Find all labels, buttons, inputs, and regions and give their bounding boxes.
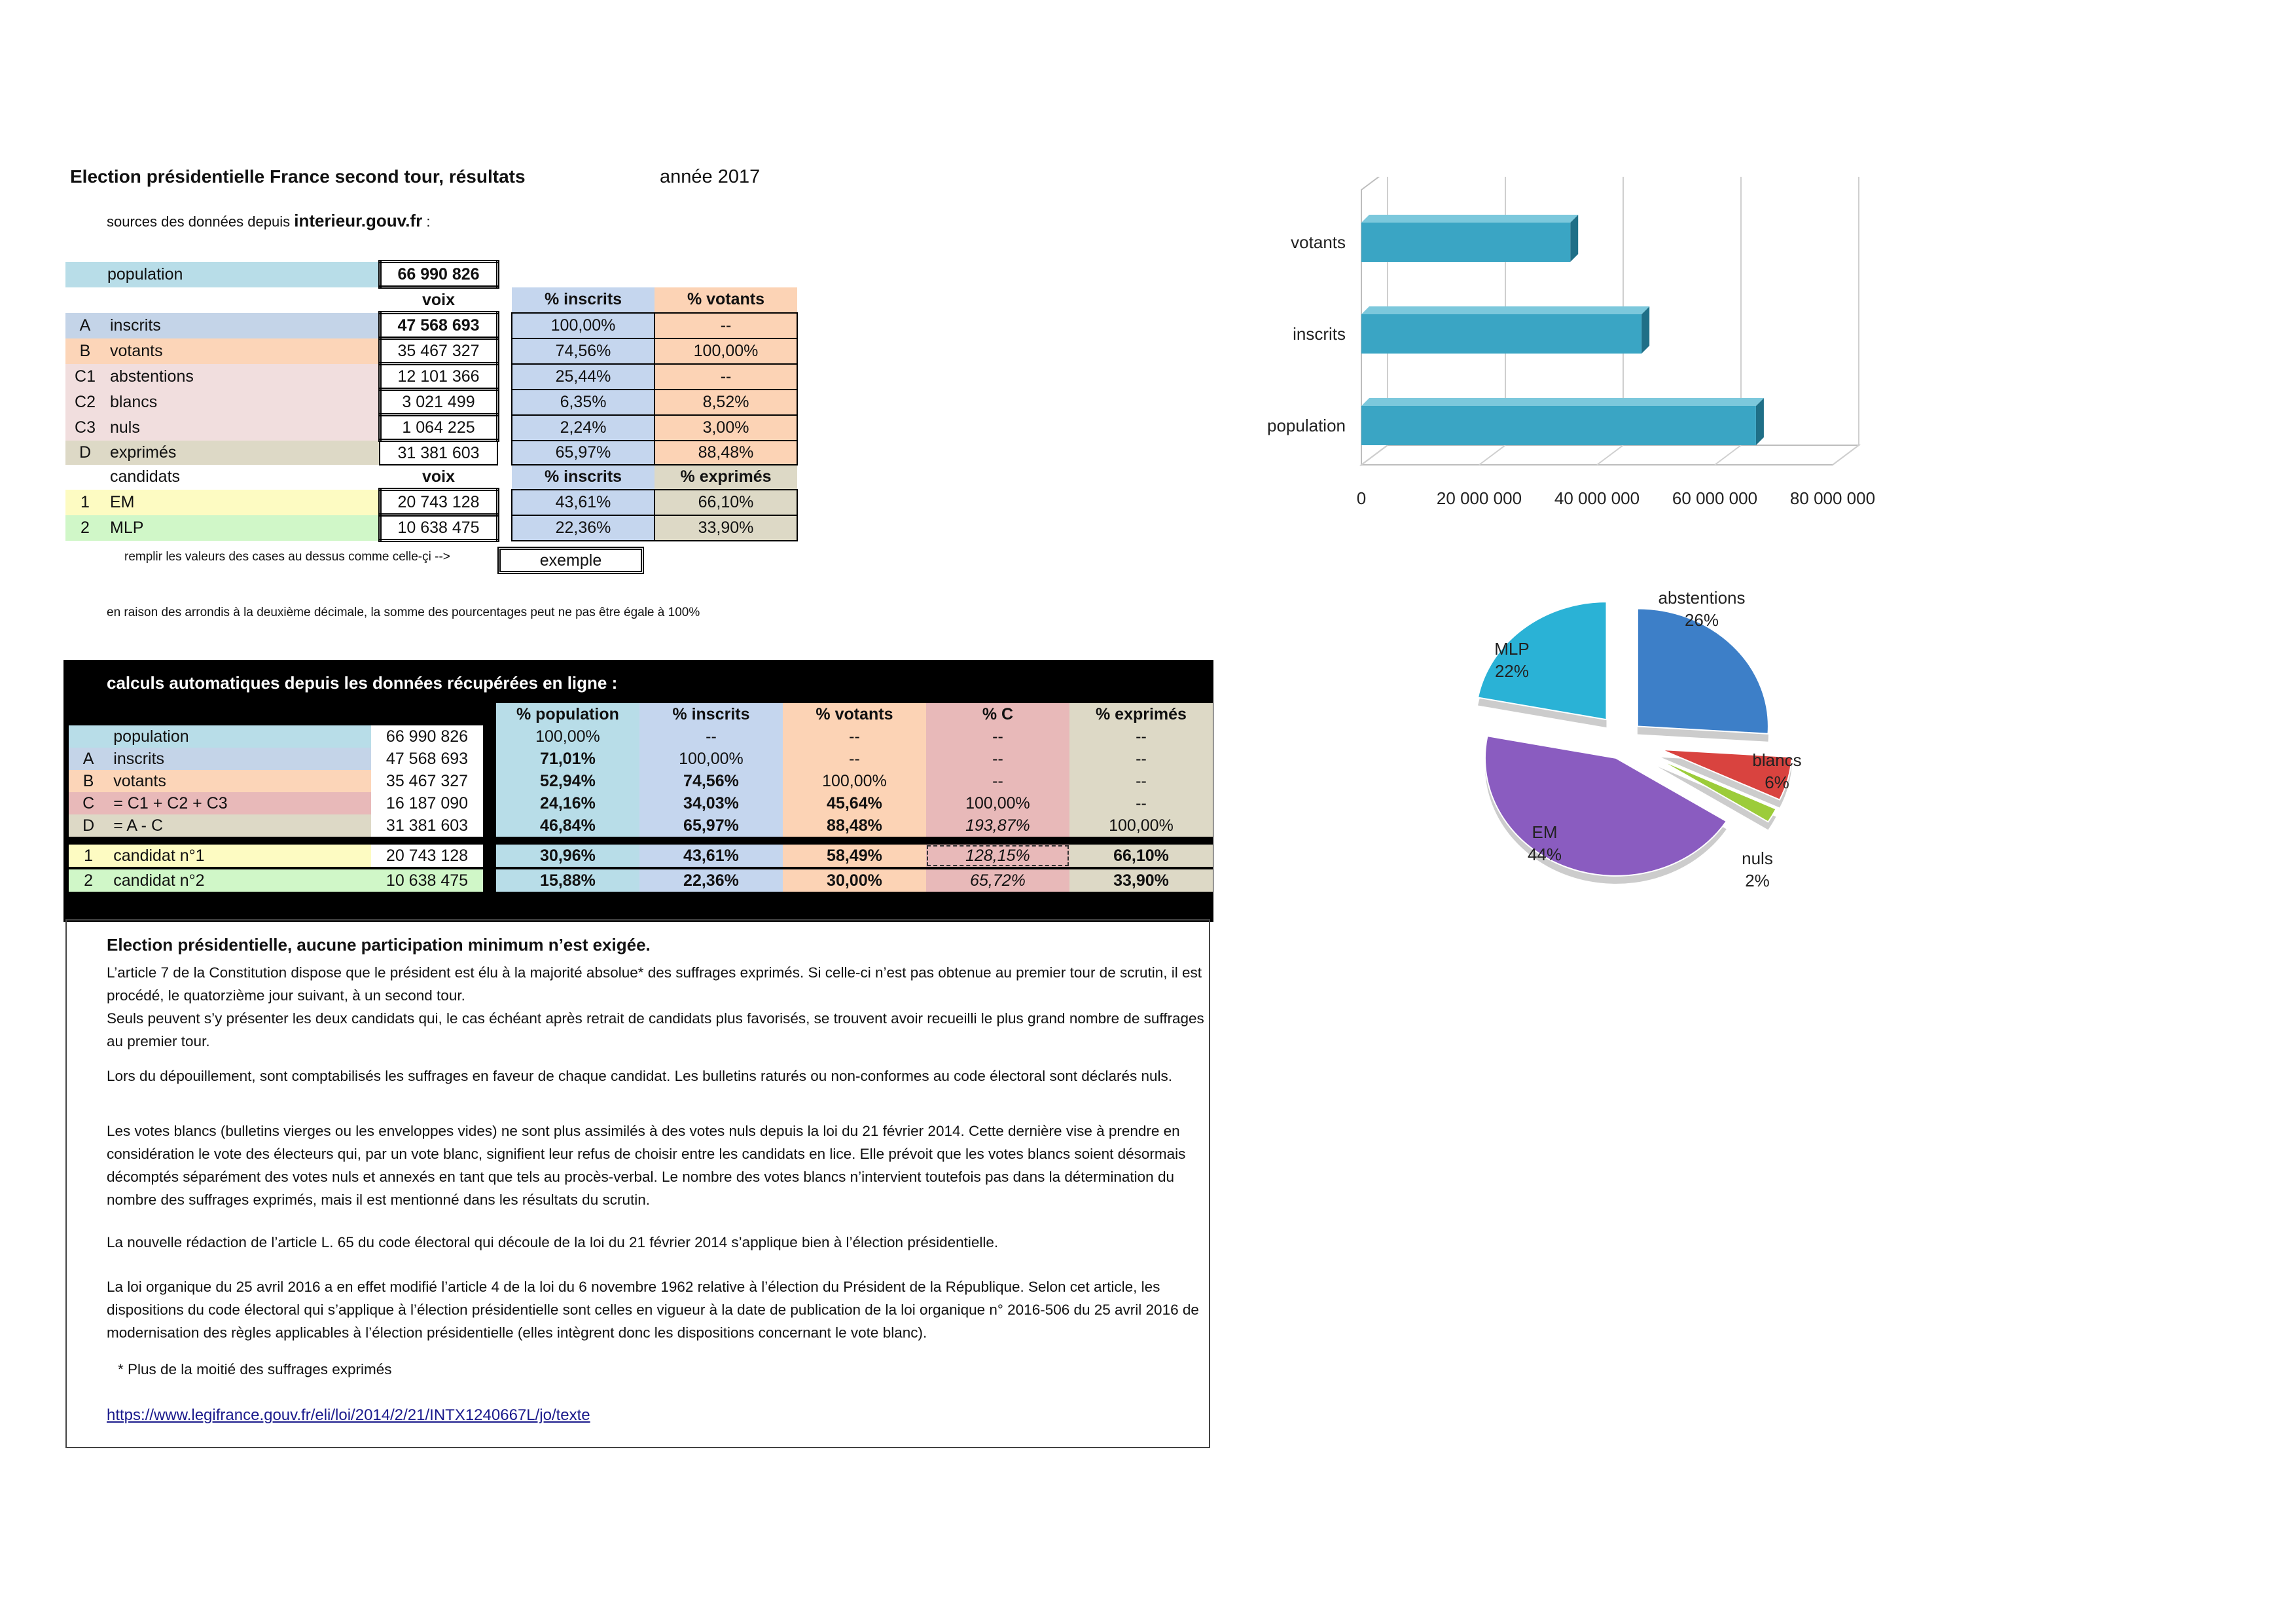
input-row xyxy=(65,390,797,415)
paragraph-3: Lors du dépouillement, sont comptabilisés les suffrages en faveur de chaque candidat. Les bulletins raturés ou non-conformes au code électoral sont déclarés nuls. xyxy=(107,1068,1173,1084)
pct-cell: 100,00% xyxy=(926,792,1069,814)
calc-header-row xyxy=(69,703,1213,725)
row-letter: C1 xyxy=(65,364,105,390)
pct-cell: -- xyxy=(655,313,797,338)
pct-cell: 100,00% xyxy=(655,338,797,364)
pct-cell: -- xyxy=(783,748,926,770)
sources-line xyxy=(107,211,430,231)
pct-cell: 24,16% xyxy=(496,792,639,814)
pct-cell: 74,56% xyxy=(512,338,655,364)
calc-candidate-row xyxy=(69,869,1213,892)
voix-cell: 20 743 128 xyxy=(371,845,483,867)
pct-cell: -- xyxy=(926,725,1069,748)
bar-grid-line xyxy=(1479,445,1505,465)
input-header-row xyxy=(65,287,797,313)
row-label: votants xyxy=(105,338,380,364)
voix-cell: 66 990 826 xyxy=(371,725,483,748)
row-label: nuls xyxy=(105,415,380,441)
candidate-num: 1 xyxy=(65,490,105,515)
pct-cell: 65,97% xyxy=(639,814,783,837)
page-title: Election présidentielle France second tour, résultats xyxy=(70,166,526,187)
candidate-num: 2 xyxy=(65,515,105,541)
x-tick-label: 40 000 000 xyxy=(1554,488,1640,508)
candidate-1-input[interactable]: 20 743 128 xyxy=(380,490,497,515)
pct-cell: -- xyxy=(926,748,1069,770)
bar-grid-line xyxy=(1597,445,1623,465)
row-letter: B xyxy=(65,338,105,364)
voix-cell: 35 467 327 xyxy=(371,770,483,792)
input-row xyxy=(65,313,797,338)
row-letter: A xyxy=(65,313,105,338)
sources-prefix: sources des données depuis xyxy=(107,213,291,230)
slice-label: EM xyxy=(1532,822,1558,842)
calc-row xyxy=(69,814,1213,837)
y-tick-label: inscrits xyxy=(1293,324,1346,344)
pct-cell: 58,49% xyxy=(783,845,926,867)
bar-chart xyxy=(1230,177,1892,543)
calc-candidate-row xyxy=(69,845,1213,867)
bar-top xyxy=(1361,215,1578,223)
bar-top xyxy=(1361,398,1764,406)
example-box: exemple xyxy=(497,547,644,574)
exprimes-value: 31 381 603 xyxy=(380,441,497,465)
input-table xyxy=(65,260,798,542)
y-tick-label: population xyxy=(1267,416,1346,435)
row-label: inscrits xyxy=(105,313,380,338)
calc-title: calculs automatiques depuis les données récupérées en ligne : xyxy=(107,673,618,693)
pct-inscrits-header: % inscrits xyxy=(512,287,655,313)
calc-row xyxy=(69,770,1213,792)
pct-cell: 3,00% xyxy=(655,415,797,441)
calc-header: % C xyxy=(926,703,1069,725)
bar-votants xyxy=(1361,223,1570,262)
pct-cell: 88,48% xyxy=(655,441,797,465)
inscrits-input[interactable]: 47 568 693 xyxy=(380,313,497,338)
sources-suffix: : xyxy=(422,213,431,230)
row-label: population xyxy=(108,725,371,748)
candidats-header-row xyxy=(65,465,797,490)
pct-cell: 100,00% xyxy=(496,725,639,748)
year-label: année 2017 xyxy=(660,166,761,187)
pct-cell: -- xyxy=(639,725,783,748)
paragraph-4: Les votes blancs (bulletins vierges ou les enveloppes vides) ne sont plus assimilés à des votes nuls depuis la loi du 21 février 2014. Cette dernière vise à prendre en considération le vote des électeurs qui, par un vote blanc, signifient leur refus de choisir entre les candidats en lice. Elle prévoit que les votes blancs soient désormais décomptés séparément des votes nuls et annexés en tant que tels au procès-verbal. Le nombre des votes blancs n’intervient toutefois pas dans la détermination du nombre des suffrages exprimés, mais il est mentionné dans les résultats du scrutin. xyxy=(107,1123,1186,1208)
row-letter: A xyxy=(69,748,108,770)
pct-cell: 22,36% xyxy=(639,869,783,892)
population-row xyxy=(65,262,797,287)
pct-cell: 88,48% xyxy=(783,814,926,837)
pct-cell: 128,15% xyxy=(926,845,1069,867)
row-label: exprimés xyxy=(105,441,380,465)
calc-row xyxy=(69,725,1213,748)
pct-cell: 193,87% xyxy=(926,814,1069,837)
population-label: population xyxy=(65,262,380,287)
bar-top xyxy=(1361,306,1649,314)
slice-label: blancs xyxy=(1752,750,1802,770)
row-letter xyxy=(69,725,108,748)
row-label: inscrits xyxy=(108,748,371,770)
candidats-label: candidats xyxy=(110,467,181,486)
calc-row xyxy=(69,792,1213,814)
candidate-label: candidat n°2 xyxy=(108,869,371,892)
input-row xyxy=(65,415,797,441)
row-letter: D xyxy=(65,441,105,465)
pct-cell: 74,56% xyxy=(639,770,783,792)
input-row xyxy=(65,364,797,390)
pct-cell: 71,01% xyxy=(496,748,639,770)
input-row xyxy=(65,338,797,364)
pct-exprimes-header: % exprimés xyxy=(655,465,797,490)
voix-cell: 47 568 693 xyxy=(371,748,483,770)
candidate-num: 1 xyxy=(69,845,108,867)
calc-header: % exprimés xyxy=(1069,703,1213,725)
candidate-row xyxy=(65,490,797,515)
row-letter: D xyxy=(69,814,108,837)
pct-cell: 8,52% xyxy=(655,390,797,415)
bar-grid-line xyxy=(1361,445,1388,465)
bar-population xyxy=(1361,406,1756,445)
x-tick-label: 80 000 000 xyxy=(1789,488,1876,508)
row-label: blancs xyxy=(105,390,380,415)
pct-cell: 100,00% xyxy=(512,313,655,338)
pct-cell: -- xyxy=(1069,792,1213,814)
pct-cell: 30,00% xyxy=(783,869,926,892)
bar-inscrits xyxy=(1361,314,1641,354)
population-input[interactable]: 66 990 826 xyxy=(380,262,497,287)
row-letter: C3 xyxy=(65,415,105,441)
pct-cell: 43,61% xyxy=(512,490,655,515)
nuls-input[interactable]: 1 064 225 xyxy=(380,415,497,441)
pct-cell: -- xyxy=(655,364,797,390)
row-letter: B xyxy=(69,770,108,792)
voix-cell: 10 638 475 xyxy=(371,869,483,892)
y-tick-label: votants xyxy=(1291,232,1346,252)
x-tick-label: 20 000 000 xyxy=(1436,488,1522,508)
pct-cell: 45,64% xyxy=(783,792,926,814)
blancs-input[interactable]: 3 021 499 xyxy=(380,390,497,415)
row-letter: C xyxy=(69,792,108,814)
pct-cell: 46,84% xyxy=(496,814,639,837)
pct-cell: 52,94% xyxy=(496,770,639,792)
pct-cell: 33,90% xyxy=(655,515,797,541)
pct-cell: -- xyxy=(783,725,926,748)
slice-pct-label: 44% xyxy=(1527,845,1562,864)
pct-cell: 22,36% xyxy=(512,515,655,541)
x-tick-label: 0 xyxy=(1356,488,1367,508)
row-label: = A - C xyxy=(108,814,371,837)
voix-cell: 16 187 090 xyxy=(371,792,483,814)
bar-side xyxy=(1641,306,1649,354)
x-tick-label: 60 000 000 xyxy=(1672,488,1758,508)
rounding-note: en raison des arrondis à la deuxième décimale, la somme des pourcentages peut ne pas être égale à 100% xyxy=(107,606,700,619)
candidate-label: EM xyxy=(105,490,380,515)
pct-votants-header: % votants xyxy=(655,287,797,313)
fill-note: remplir les valeurs des cases au dessus comme celle-çi --> xyxy=(124,550,450,564)
pct-cell: 65,72% xyxy=(926,869,1069,892)
pct-cell: -- xyxy=(1069,770,1213,792)
pct-cell: -- xyxy=(1069,725,1213,748)
abstentions-input[interactable]: 12 101 366 xyxy=(380,364,497,390)
candidate-label: candidat n°1 xyxy=(108,845,371,867)
pct-cell: 66,10% xyxy=(1069,845,1213,867)
bar-side xyxy=(1756,398,1764,445)
candidate-label: MLP xyxy=(105,515,380,541)
pct-cell: 43,61% xyxy=(639,845,783,867)
pct-cell: 33,90% xyxy=(1069,869,1213,892)
pct-cell: 34,03% xyxy=(639,792,783,814)
pct-cell: 25,44% xyxy=(512,364,655,390)
pct-cell: -- xyxy=(926,770,1069,792)
pct-inscrits-header: % inscrits xyxy=(512,465,655,490)
candidate-2-input[interactable]: 10 638 475 xyxy=(380,515,497,541)
explanation-heading: Election présidentielle, aucune participation minimum n’est exigée. xyxy=(107,935,651,955)
pct-cell: 30,96% xyxy=(496,845,639,867)
footnote: * Plus de la moitié des suffrages exprimés xyxy=(118,1361,392,1377)
paragraph-6: La loi organique du 25 avril 2016 a en effet modifié l’article 4 de la loi du 6 novembre 1962 relative à l’élection du Président de la République. Selon cet article, les dispositions du code électoral qui s’applique à l’élection présidentielle sont celles en vigueur à la date de publication de la loi organique n° 2016-506 du 25 avril 2016 de modernisation des règles applicables à l’élection présidentielle (elles intègrent donc les dispositions concernant le vote blanc). xyxy=(107,1279,1199,1341)
pct-cell: 15,88% xyxy=(496,869,639,892)
calc-table xyxy=(69,703,1213,892)
bar-side xyxy=(1570,215,1578,262)
pct-cell: 6,35% xyxy=(512,390,655,415)
voix-cell: 31 381 603 xyxy=(371,814,483,837)
slice-pct-label: 2% xyxy=(1745,871,1770,890)
bar-chart-labels xyxy=(1267,232,1875,508)
pie-chart xyxy=(1427,576,1885,890)
voix-header: voix xyxy=(380,465,497,490)
pct-cell: 100,00% xyxy=(1069,814,1213,837)
input-row xyxy=(65,441,797,465)
slice-pct-label: 22% xyxy=(1494,661,1530,681)
calc-row xyxy=(69,748,1213,770)
calc-header: % population xyxy=(496,703,639,725)
row-letter: C2 xyxy=(65,390,105,415)
pct-cell: 100,00% xyxy=(639,748,783,770)
votants-input[interactable]: 35 467 327 xyxy=(380,338,497,364)
paragraph-5: La nouvelle rédaction de l’article L. 65 du code électoral qui découle de la loi du 21 février 2014 s’applique bien à l’élection présidentielle. xyxy=(107,1234,999,1250)
row-label: abstentions xyxy=(105,364,380,390)
slice-pct-label: 6% xyxy=(1765,773,1789,792)
slice-pct-label: 26% xyxy=(1684,610,1719,630)
pct-cell: 65,97% xyxy=(512,441,655,465)
pct-cell: 100,00% xyxy=(783,770,926,792)
calc-header: % votants xyxy=(783,703,926,725)
pct-cell: -- xyxy=(1069,748,1213,770)
bar-grid-line xyxy=(1833,445,1859,465)
row-label: votants xyxy=(108,770,371,792)
voix-header: voix xyxy=(380,287,497,313)
row-label: = C1 + C2 + C3 xyxy=(108,792,371,814)
pct-cell: 2,24% xyxy=(512,415,655,441)
candidate-row xyxy=(65,515,797,541)
pct-cell: 66,10% xyxy=(655,490,797,515)
slice-label: abstentions xyxy=(1658,588,1746,608)
calc-header: % inscrits xyxy=(639,703,783,725)
candidate-num: 2 xyxy=(69,869,108,892)
paragraph-2: Seuls peuvent s’y présenter les deux candidats qui, le cas échéant après retrait de candidats plus favorisés, se trouvent avoir recueilli le plus grand nombre de suffrages au premier tour. xyxy=(107,1010,1204,1049)
legifrance-link[interactable]: https://www.legifrance.gouv.fr/eli/loi/2014/2/21/INTX1240667L/jo/texte xyxy=(107,1406,590,1424)
bar-chart-bars xyxy=(1361,215,1764,445)
paragraph-1: L’article 7 de la Constitution dispose que le président est élu à la majorité absolue* des suffrages exprimés. Si celle-ci n’est pas obtenue au premier tour de scrutin, il est procédé, le quatorzième jour suivant, à un second tour. xyxy=(107,964,1202,1004)
slice-label: nuls xyxy=(1742,848,1773,868)
bar-grid-line xyxy=(1715,445,1741,465)
slice-label: MLP xyxy=(1494,639,1530,659)
sources-site: interieur.gouv.fr xyxy=(294,211,423,230)
